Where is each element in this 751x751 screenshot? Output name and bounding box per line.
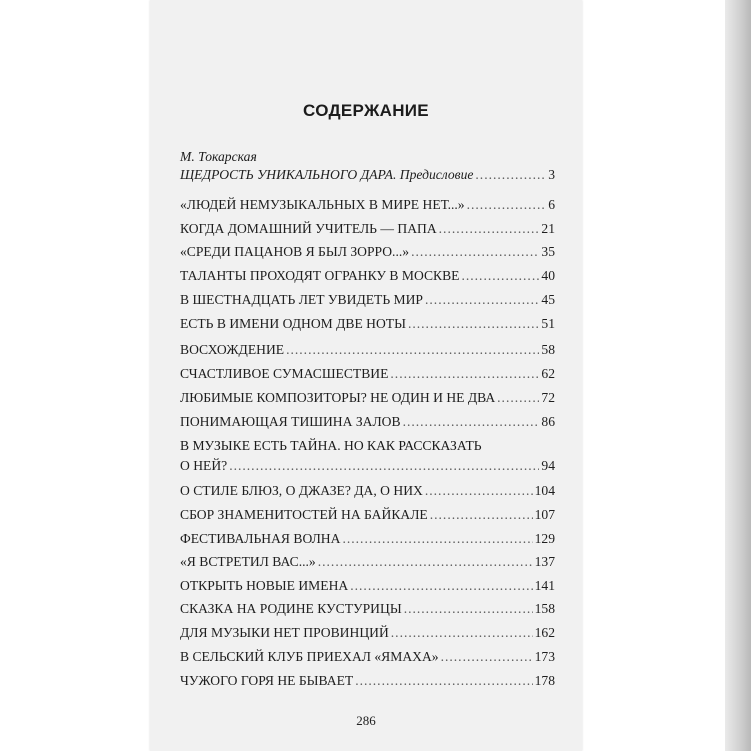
toc-entry[interactable] bbox=[180, 576, 555, 596]
toc-entry[interactable] bbox=[180, 647, 555, 667]
toc-entry-title-line1: В МУЗЫКЕ ЕСТЬ ТАЙНА. НО КАК РАССКАЗАТЬ bbox=[180, 438, 482, 453]
toc-entry[interactable] bbox=[180, 314, 555, 334]
toc-entry-page: 62 bbox=[541, 366, 555, 381]
toc-entry-title: ЛЮБИМЫЕ КОМПОЗИТОРЫ? НЕ ОДИН И НЕ ДВА bbox=[180, 390, 496, 405]
toc-entry-page: 21 bbox=[541, 221, 555, 236]
dot-leader bbox=[390, 364, 539, 384]
toc-entry-page: 178 bbox=[534, 673, 555, 688]
toc-entry-title: ПОНИМАЮЩАЯ ТИШИНА ЗАЛОВ bbox=[180, 414, 401, 429]
toc-entry-title: В СЕЛЬСКИЙ КЛУБ ПРИЕХАЛ «ЯМАХА» bbox=[180, 649, 439, 664]
toc-entry-title: ДЛЯ МУЗЫКИ НЕТ ПРОВИНЦИЙ bbox=[180, 625, 389, 640]
toc-entry[interactable] bbox=[180, 552, 555, 572]
toc-entry-title: ОТКРЫТЬ НОВЫЕ ИМЕНА bbox=[180, 578, 349, 593]
toc-entry[interactable] bbox=[180, 505, 555, 525]
toc-entry-title: В ШЕСТНАДЦАТЬ ЛЕТ УВИДЕТЬ МИР bbox=[180, 292, 423, 307]
toc-entry[interactable] bbox=[180, 195, 555, 215]
toc-entry-page: 51 bbox=[541, 316, 555, 331]
toc-entry-page: 6 bbox=[548, 197, 555, 212]
dot-leader bbox=[425, 290, 539, 310]
toc-entry[interactable] bbox=[180, 364, 555, 384]
toc-entry[interactable] bbox=[180, 412, 555, 432]
dot-leader bbox=[350, 576, 532, 596]
toc-entry-title: СБОР ЗНАМЕНИТОСТЕЙ НА БАЙКАЛЕ bbox=[180, 507, 428, 522]
toc-entry[interactable] bbox=[180, 481, 555, 501]
dot-leader bbox=[425, 481, 533, 501]
toc-entry[interactable] bbox=[180, 599, 555, 619]
toc-entry-page: 40 bbox=[541, 268, 555, 283]
toc-entry[interactable] bbox=[180, 290, 555, 310]
toc-entry-title: О НЕЙ? bbox=[180, 458, 228, 473]
dot-leader bbox=[441, 647, 533, 667]
toc-entry[interactable] bbox=[180, 219, 555, 239]
dot-leader bbox=[286, 340, 539, 360]
dot-leader bbox=[475, 165, 546, 185]
toc-entry-title: ЧУЖОГО ГОРЯ НЕ БЫВАЕТ bbox=[180, 673, 354, 688]
dot-leader bbox=[229, 456, 539, 476]
dot-leader bbox=[355, 671, 532, 691]
toc-entry-title: ТАЛАНТЫ ПРОХОДЯТ ОГРАНКУ В МОСКВЕ bbox=[180, 268, 460, 283]
dot-leader bbox=[411, 242, 539, 262]
dot-leader bbox=[318, 552, 533, 572]
toc-entry[interactable] bbox=[180, 242, 555, 262]
toc-entry-page: 158 bbox=[534, 601, 555, 616]
preface-author: М. Токарская bbox=[180, 149, 257, 164]
scan-edge bbox=[725, 0, 751, 751]
toc-entry-page: 45 bbox=[541, 292, 555, 307]
preface-subtitle: Предисловие bbox=[399, 167, 474, 182]
dot-leader bbox=[461, 266, 539, 286]
toc-entry-title: СКАЗКА НА РОДИНЕ КУСТУРИЦЫ bbox=[180, 601, 402, 616]
toc-entry-page: 162 bbox=[534, 625, 555, 640]
toc-entry-title: ФЕСТИВАЛЬНАЯ ВОЛНА bbox=[180, 531, 341, 546]
dot-leader bbox=[403, 412, 540, 432]
book-page bbox=[150, 0, 582, 751]
toc-entry[interactable] bbox=[180, 340, 555, 360]
toc-entry-page: 94 bbox=[541, 458, 555, 473]
toc-entry-preface[interactable] bbox=[180, 165, 555, 185]
toc-entry-page: 107 bbox=[534, 507, 555, 522]
toc-entry-title: КОГДА ДОМАШНИЙ УЧИТЕЛЬ — ПАПА bbox=[180, 221, 437, 236]
toc-entry-title: О СТИЛЕ БЛЮЗ, О ДЖАЗЕ? ДА, О НИХ bbox=[180, 483, 423, 498]
toc-entry-page: 86 bbox=[541, 414, 555, 429]
toc-entry[interactable] bbox=[180, 266, 555, 286]
toc-entry-title: «СРЕДИ ПАЦАНОВ Я БЫЛ ЗОРРО...» bbox=[180, 244, 410, 259]
dot-leader bbox=[342, 529, 532, 549]
toc-entry-title bbox=[180, 165, 473, 185]
page-title: СОДЕРЖАНИЕ bbox=[303, 101, 429, 120]
dot-leader bbox=[408, 314, 539, 334]
toc-entry-page: 137 bbox=[534, 554, 555, 569]
toc-entry-title: СЧАСТЛИВОЕ СУМАСШЕСТВИЕ bbox=[180, 366, 389, 381]
dot-leader bbox=[439, 219, 540, 239]
toc-entry-page: 72 bbox=[541, 390, 555, 405]
toc-entry-title: «ЛЮДЕЙ НЕМУЗЫКАЛЬНЫХ В МИРЕ НЕТ...» bbox=[180, 197, 465, 212]
dot-leader bbox=[467, 195, 547, 215]
toc-entry-page: 173 bbox=[534, 649, 555, 664]
toc-entry[interactable] bbox=[180, 456, 555, 476]
toc-entry[interactable] bbox=[180, 529, 555, 549]
toc-entry-title: «Я ВСТРЕТИЛ ВАС...» bbox=[180, 554, 316, 569]
toc-entry-page: 129 bbox=[534, 531, 555, 546]
preface-title: ЩЕДРОСТЬ УНИКАЛЬНОГО ДАРА. bbox=[180, 167, 397, 182]
toc-entry-page: 58 bbox=[541, 342, 555, 357]
dot-leader bbox=[391, 623, 533, 643]
dot-leader bbox=[404, 599, 533, 619]
toc-entry[interactable] bbox=[180, 623, 555, 643]
toc-entry-page: 141 bbox=[534, 578, 555, 593]
toc-entry-title: ВОСХОЖДЕНИЕ bbox=[180, 342, 285, 357]
dot-leader bbox=[430, 505, 533, 525]
dot-leader bbox=[497, 388, 539, 408]
toc-entry[interactable] bbox=[180, 671, 555, 691]
toc-entry-page: 104 bbox=[534, 483, 555, 498]
toc-entry-title: ЕСТЬ В ИМЕНИ ОДНОМ ДВЕ НОТЫ bbox=[180, 316, 406, 331]
toc-entry-page: 35 bbox=[541, 244, 555, 259]
page-number: 286 bbox=[356, 713, 376, 728]
toc-entry-page: 3 bbox=[548, 167, 555, 182]
toc-entry[interactable] bbox=[180, 388, 555, 408]
